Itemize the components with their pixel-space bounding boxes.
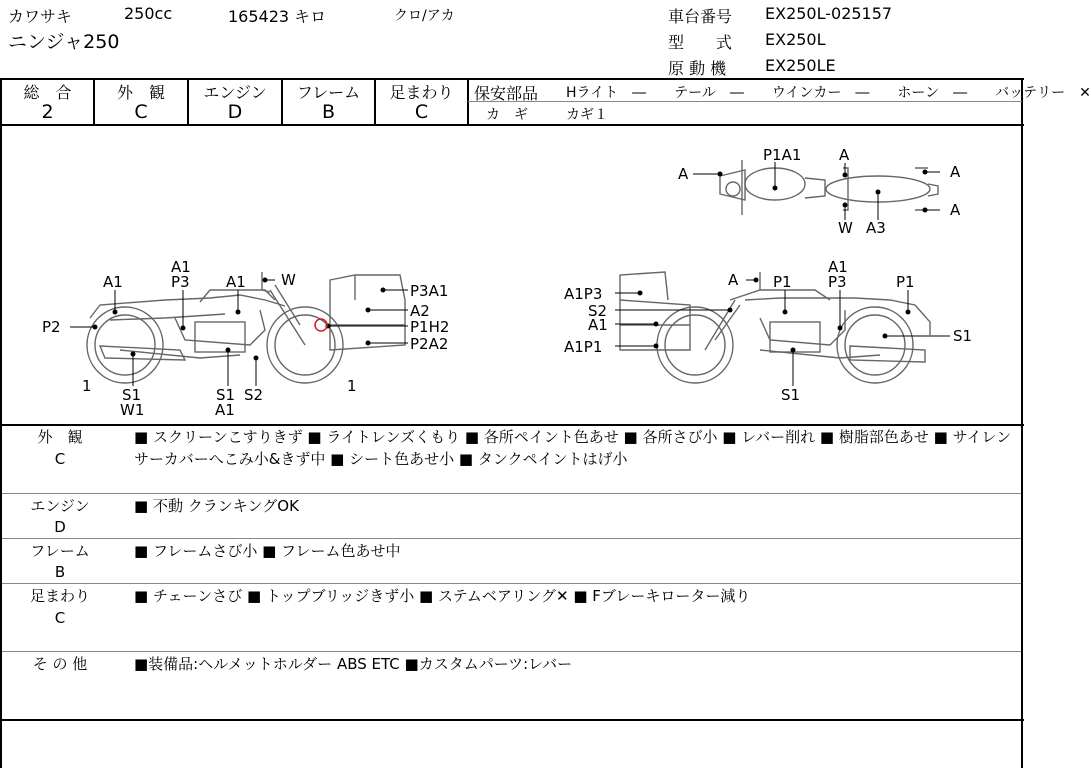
engine-value: EX250LE (765, 56, 836, 75)
frame-bottom-rule (0, 719, 1024, 721)
diagram-label: 1 (82, 377, 92, 395)
grade-label-overall: 総 合 (23, 83, 72, 102)
section-grade: C (54, 609, 66, 627)
diagram-label: S1 (953, 327, 973, 345)
diagram-label: A1 (215, 401, 235, 419)
left-side-bike (87, 272, 405, 383)
displacement: 250cc (124, 4, 173, 23)
diagram-label: A1P3 (564, 285, 603, 303)
section-text: ■ フレームさび小 ■ フレーム色あせ中 (134, 542, 401, 560)
grade-label-exterior: 外 観 (116, 83, 165, 102)
diagram-label: P1H2 (410, 318, 450, 336)
diagram-label: S2 (588, 302, 608, 320)
section-label: 足まわり (29, 587, 90, 605)
section-grade: B (54, 563, 66, 581)
engine-label: 原 動 機 (668, 59, 727, 78)
key-value: カギ１ (566, 107, 608, 123)
diagram-label: P3A1 (410, 282, 449, 300)
section-label: そ の 他 (32, 655, 88, 673)
chassis-value: EX250L-025157 (765, 4, 893, 23)
diagram-label: W (281, 271, 296, 289)
section-text: ■ 不動 クランキングOK (134, 497, 299, 515)
section-divider (2, 493, 1021, 494)
grade-value-frame: B (321, 101, 336, 123)
diagram-label: S1 (781, 386, 801, 404)
chassis-label: 車台番号 (668, 7, 733, 26)
section-divider (2, 538, 1021, 539)
damage-diagram (0, 126, 1022, 424)
diagram-label: A1 (103, 273, 123, 291)
section-text: ■装備品:ヘルメットホルダー ABS ETC ■カスタムパーツ:レバー (134, 655, 573, 673)
diagram-label: P2A2 (410, 335, 449, 353)
diagram-label: W (838, 219, 853, 237)
diagram-label: A1 (828, 258, 848, 276)
section-text: ■ チェーンさび ■ トップブリッジきず小 ■ ステムベアリング✕ ■ Fブレーキローター減り (134, 587, 751, 605)
diagram-label: A1P1 (564, 338, 603, 356)
section-label: フレーム (30, 542, 90, 560)
grade-label-engine: エンジン (203, 83, 267, 102)
diagram-label: A1 (588, 316, 608, 334)
top-view-bike (720, 160, 938, 215)
key-label: カ ギ (486, 107, 528, 123)
section-grade: C (54, 450, 66, 468)
diagram-label: P1A1 (763, 146, 802, 164)
section-label: エンジン (30, 497, 90, 515)
diagram-label: 1 (347, 377, 357, 395)
type-label: 型 式 (668, 33, 733, 52)
mileage: 165423 キロ (228, 7, 327, 26)
maker: カワサキ (8, 7, 73, 26)
diagram-label: P1 (896, 273, 915, 291)
diagram-label: P3 (171, 273, 190, 291)
grade-value-overall: 2 (41, 101, 54, 123)
model-name: ニンジャ250 (8, 31, 120, 53)
diagram-label: P2 (42, 318, 61, 336)
grade-value-engine: D (227, 101, 243, 123)
diagram-label: S1 (216, 386, 236, 404)
safety-items: Hライト ― テール ― ウインカー ― ホーン ― バッテリー ✕ (566, 85, 1091, 101)
diagram-label: A (839, 146, 850, 164)
diagram-label: A1 (171, 258, 191, 276)
diagram-label: P3 (828, 273, 847, 291)
section-text: ■ スクリーンこすりきず ■ ライトレンズくもり ■ 各所ペイント色あせ ■ 各所さび小 ■ レバー削れ ■ 樹脂部色あせ ■ サイレンサーカバーへこみ小&きず中 ■ シート色あせ小 ■ タンクペイントはげ小 (134, 428, 1012, 468)
section-grade: D (54, 518, 66, 536)
section-divider (2, 583, 1021, 584)
diagram-label: A (950, 163, 961, 181)
color: クロ/アカ (394, 8, 455, 24)
grade-label-suspension: 足まわり (389, 83, 454, 102)
grade-label-frame: フレーム (296, 83, 361, 102)
grade-value-suspension: C (414, 101, 429, 123)
diagram-label: A2 (410, 302, 430, 320)
diagram-label: A (728, 271, 739, 289)
type-value: EX250L (765, 30, 826, 49)
diagram-label: S2 (244, 386, 264, 404)
defect-marker-circle (315, 319, 327, 331)
diagram-label: A (950, 201, 961, 219)
diagram-label: A3 (866, 219, 886, 237)
safety-label: 保安部品 (474, 84, 539, 103)
diagram-label: A1 (226, 273, 246, 291)
diagram-label: S1 (122, 386, 142, 404)
section-divider (2, 651, 1021, 652)
grade-value-exterior: C (134, 101, 148, 123)
diagram-label: P1 (773, 273, 792, 291)
diagram-label: A (678, 165, 689, 183)
section-label: 外 観 (37, 428, 83, 446)
diagram-label: W1 (120, 401, 145, 419)
